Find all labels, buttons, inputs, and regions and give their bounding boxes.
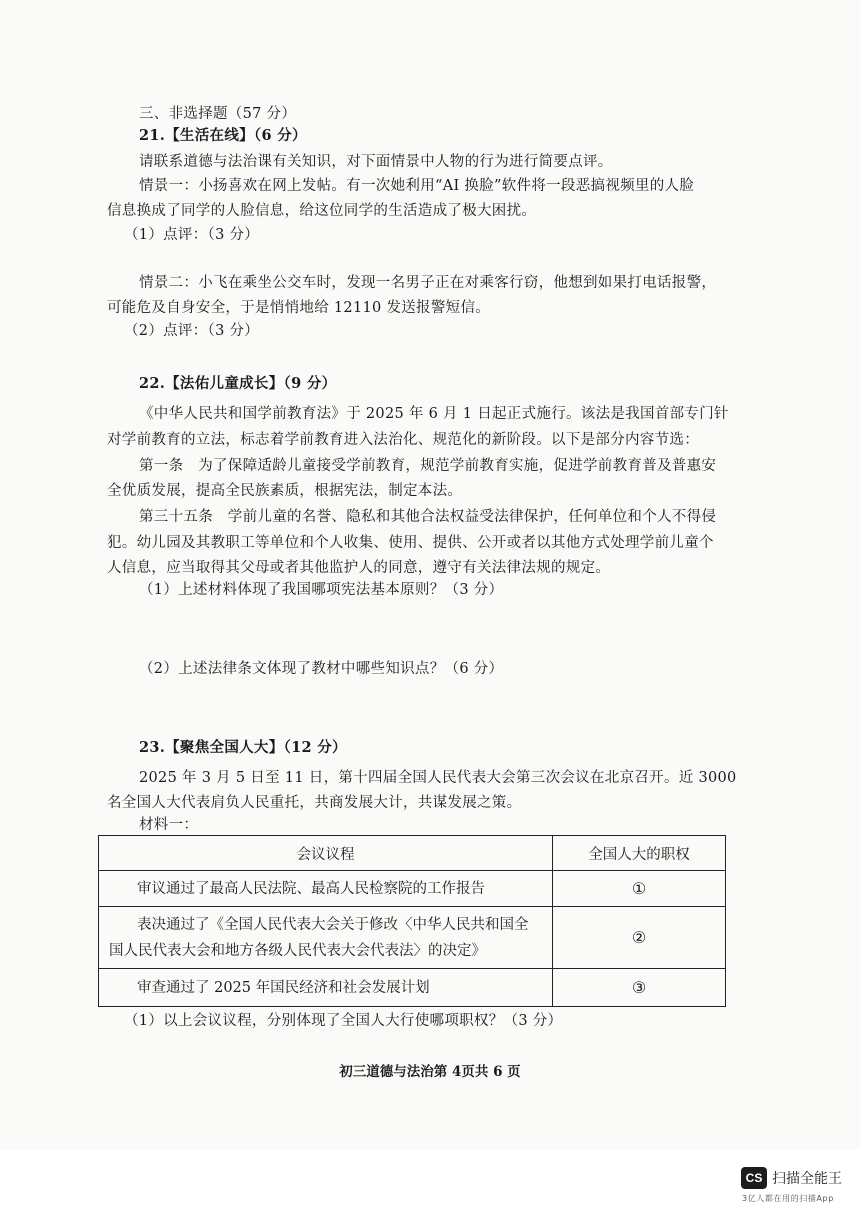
q21-scene1-line2: 信息换成了同学的人脸信息，给这位同学的生活造成了极大困扰。 xyxy=(107,203,537,219)
camscanner-logo: CS xyxy=(741,1167,767,1189)
table-cell-mark: ③ xyxy=(553,969,726,1007)
q22-article35-line2: 犯。幼儿园及其教职工等单位和个人收集、使用、提供、公开或者以其他方式处理学前儿童个 xyxy=(107,535,714,551)
q22-article1-line1: 第一条 为了保障适龄儿童接受学前教育，规范学前教育实施，促进学前教育普及普惠安 xyxy=(139,458,717,474)
q21-scene2-line2: 可能危及自身安全，于是悄悄地给 12110 发送报警短信。 xyxy=(107,300,491,316)
bottom-margin xyxy=(0,1150,860,1217)
q23-p1-line2: 名全国人大代表肩负人民重托，共商发展大计，共谋发展之策。 xyxy=(107,795,522,811)
table-header-row xyxy=(99,836,726,871)
q23-p1-line1: 2025 年 3 月 5 日至 11 日，第十四届全国人民代表大会第三次会议在北京召开。近 3000 xyxy=(139,770,737,786)
section-title: 三、非选择题（57 分） xyxy=(139,106,297,122)
table-cell-mark: ① xyxy=(553,871,726,907)
q21-ask1: （1）点评：（3 分） xyxy=(124,227,260,243)
q22-ask2: （2）上述法律条文体现了教材中哪些知识点？（6 分） xyxy=(139,661,504,677)
q21-scene1-line1: 情景一：小扬喜欢在网上发帖。有一次她利用“AI 换脸”软件将一段恶搞视频里的人脸 xyxy=(139,178,695,194)
q21-intro: 请联系道德与法治课有关知识，对下面情景中人物的行为进行简要点评。 xyxy=(139,154,613,170)
page-footer: 初三道德与法治第 4页共 6 页 xyxy=(339,1064,521,1080)
camscanner-name: 扫描全能王 xyxy=(772,1171,842,1187)
table-header-agenda: 会议议程 xyxy=(99,836,553,871)
q23-title: 23.【聚焦全国人大】（12 分） xyxy=(139,739,347,756)
table-header-power: 全国人大的职权 xyxy=(553,836,726,871)
q22-p1-line2: 对学前教育的立法，标志着学前教育进入法治化、规范化的新阶段。以下是部分内容节选： xyxy=(107,432,699,448)
agenda-table xyxy=(98,835,726,1007)
table-cell-agenda: 审查通过了 2025 年国民经济和社会发展计划 xyxy=(99,969,553,1007)
q22-title: 22.【法佑儿童成长】（9 分） xyxy=(139,375,337,392)
q22-article35-line3: 人信息，应当取得其父母或者其他监护人的同意，遵守有关法律法规的规定。 xyxy=(107,560,611,576)
q21-title: 21.【生活在线】（6 分） xyxy=(139,127,307,144)
table-row xyxy=(99,871,726,907)
q21-ask2: （2）点评：（3 分） xyxy=(124,323,260,339)
table-row xyxy=(99,969,726,1007)
table-row xyxy=(99,907,726,969)
q22-article1-line2: 全优质发展，提高全民族素质，根据宪法，制定本法。 xyxy=(107,483,463,499)
table-cell-agenda: 审议通过了最高人民法院、最高人民检察院的工作报告 xyxy=(99,871,553,907)
q21-scene2-line1: 情景二：小飞在乘坐公交车时，发现一名男子正在对乘客行窃，他想到如果打电话报警， xyxy=(139,275,717,291)
q22-ask1: （1）上述材料体现了我国哪项宪法基本原则？（3 分） xyxy=(139,582,504,598)
table-cell-agenda: 表决通过了《全国人民代表大会关于修改〈中华人民共和国全国人民代表大会和地方各级人民代表大会代表法〉的决定》 xyxy=(99,907,553,969)
table-cell-mark: ② xyxy=(553,907,726,969)
q22-article35-line1: 第三十五条 学前儿童的名誉、隐私和其他合法权益受法律保护，任何单位和个人不得侵 xyxy=(139,509,717,525)
q23-material-label: 材料一： xyxy=(139,817,199,833)
q22-p1-line1: 《中华人民共和国学前教育法》于 2025 年 6 月 1 日起正式施行。该法是我国首部专门针 xyxy=(139,406,729,422)
camscanner-slogan: 3亿人都在用的扫描App xyxy=(742,1194,834,1203)
q23-ask1: （1）以上会议议程，分别体现了全国人大行使哪项职权？（3 分） xyxy=(124,1013,563,1029)
